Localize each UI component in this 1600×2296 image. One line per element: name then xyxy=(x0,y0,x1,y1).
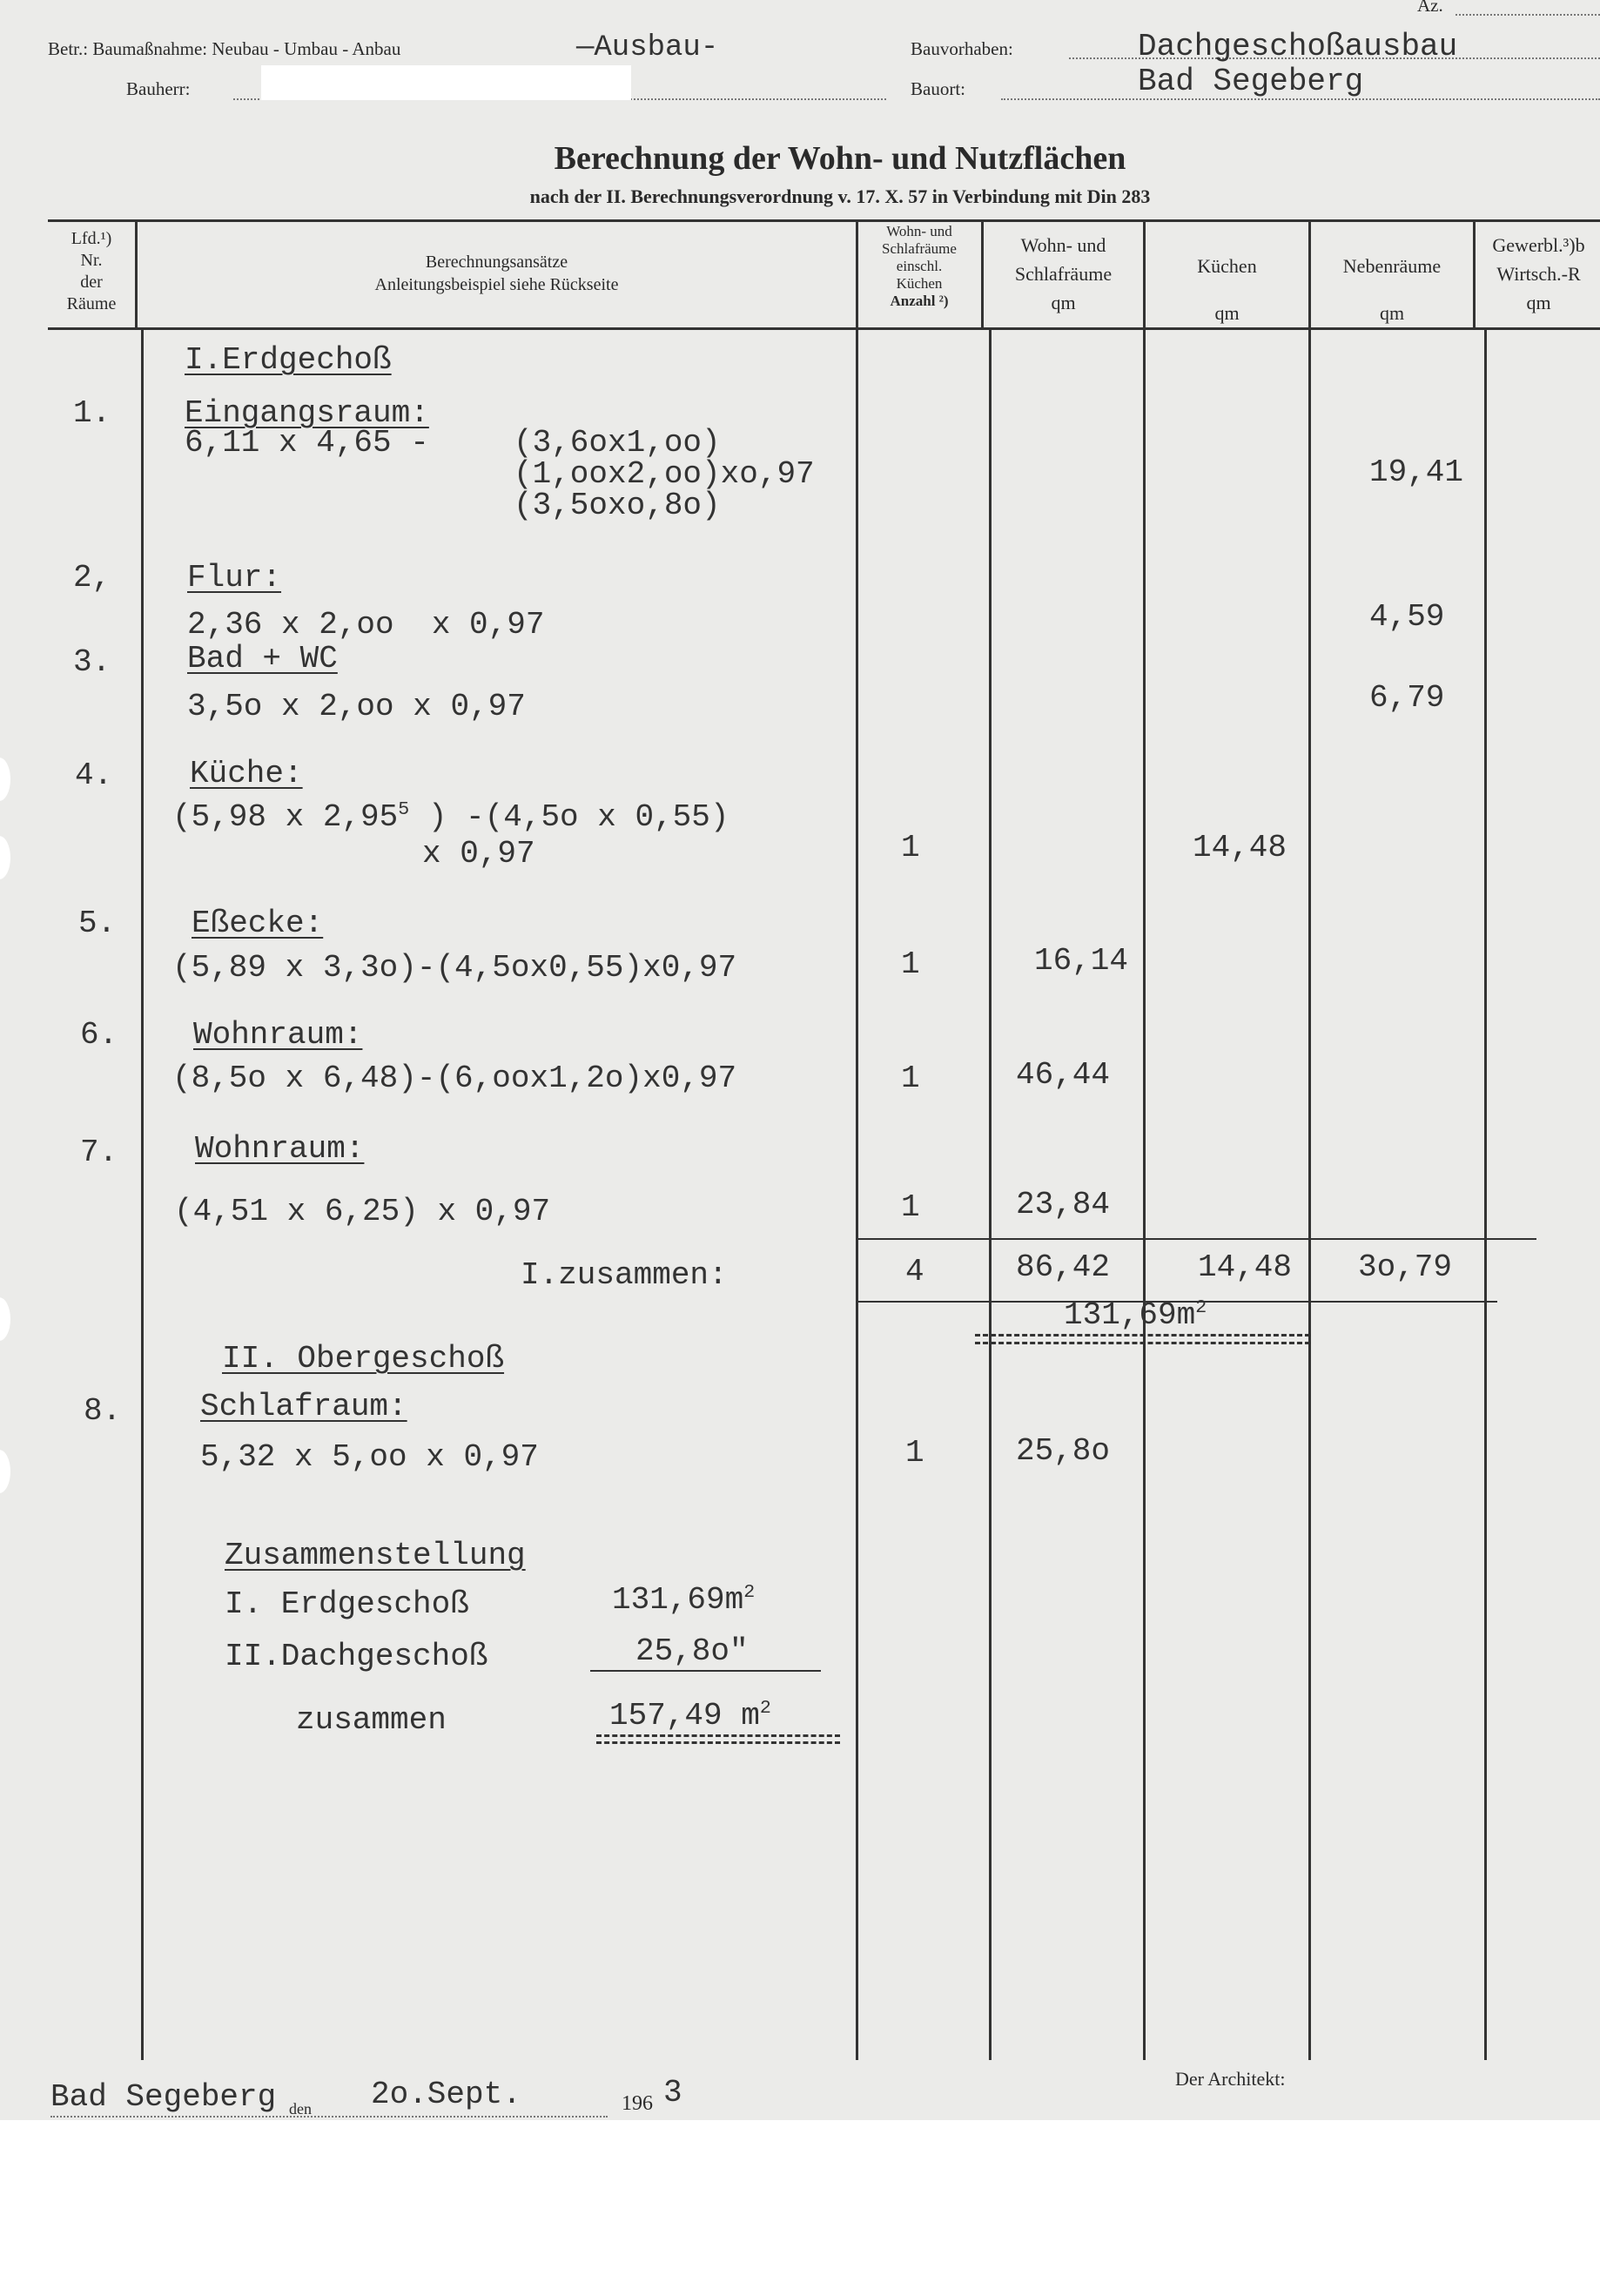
table-top-rule xyxy=(48,219,1600,222)
formula-line: (8,5o x 6,48)-(6,oox1,2o)x0,97 xyxy=(172,1060,737,1096)
col-header-kuechen: Küchen qm xyxy=(1197,255,1257,324)
page-subtitle: nach der II. Berechnungsverordnung v. 17. X. 57 in Verbindung mit Din 283 xyxy=(529,185,1151,207)
bauort-value: Bad Segeberg xyxy=(1138,64,1364,99)
footer-den: den xyxy=(289,2100,312,2118)
formula-line: (3,6ox1,oo) xyxy=(514,425,721,461)
room-name-wohnraum: Wohnraum: xyxy=(195,1131,365,1167)
value-anzahl: 1 xyxy=(905,1435,924,1471)
summary-value-total: 157,49 $m^2$ xyxy=(609,1698,771,1734)
col-header-neben: Nebenräume qm xyxy=(1342,255,1442,324)
bauvorhaben-label: Bauvorhaben: xyxy=(911,38,1013,59)
room-number: 8. xyxy=(84,1393,122,1429)
sum-wohnraeume: 86,42 xyxy=(1016,1249,1111,1285)
punch-hole xyxy=(0,1450,10,1493)
bauherr-label: Bauherr: xyxy=(126,78,191,99)
summary-label-total: zusammen xyxy=(296,1702,447,1738)
value-wohnraeume: 25,8o xyxy=(1016,1433,1111,1469)
section-heading-obergeschoss: II. Obergeschoß xyxy=(222,1341,505,1377)
room-number: 2, xyxy=(73,560,111,596)
col-header-wohn: Wohn- und Schlafräume qm xyxy=(1014,234,1113,313)
value-anzahl: 1 xyxy=(901,1060,920,1096)
formula-line: (1,oox2,oo)xo,97 xyxy=(514,456,815,492)
value-wohnraeume: 16,14 xyxy=(1034,943,1129,979)
sum-total: $131,69m^2$ xyxy=(1064,1297,1207,1333)
col-header-anzahl: Wohn- und Schlafräume einschl. Küchen Anzahl ²) xyxy=(882,223,957,309)
room-number: 1. xyxy=(73,395,111,431)
double-underline xyxy=(975,1342,1310,1344)
col-header-ansaetze: Berechnungsansätze Anleitungsbeispiel siehe Rückseite xyxy=(374,252,619,294)
value-nebenraeume: 4,59 xyxy=(1369,599,1445,635)
bauort-label: Bauort: xyxy=(911,78,965,99)
value-wohnraeume: 23,84 xyxy=(1016,1187,1111,1222)
formula-line: (4,51 x 6,25) x 0,97 xyxy=(174,1194,551,1229)
section-heading-erdgeschoss: I.Erdgechoß xyxy=(185,342,392,378)
room-number: 4. xyxy=(75,757,113,793)
room-name-flur: Flur: xyxy=(187,560,282,596)
summary-label-dachgeschoss: II.Dachgeschoß xyxy=(225,1639,488,1674)
value-kuechen: 14,48 xyxy=(1193,830,1287,865)
footer-architekt-label: Der Architekt: xyxy=(1175,2068,1286,2090)
betr-label: Betr.: Baumaßnahme: Neubau - Umbau - Anbau xyxy=(48,38,401,59)
formula-line: 5,32 x 5,oo x 0,97 xyxy=(200,1439,539,1475)
room-name-essecke: Eßecke: xyxy=(192,906,324,941)
col-divider xyxy=(141,327,144,2060)
formula-line: 3,5o x 2,oo x 0,97 xyxy=(187,689,526,724)
summary-rule xyxy=(590,1670,821,1672)
summary-label-erdgeschoss: I. Erdgeschoß xyxy=(225,1586,469,1622)
value-anzahl: 1 xyxy=(901,946,920,982)
az-label: Az. xyxy=(1417,0,1443,16)
punch-hole xyxy=(0,836,10,879)
col-divider xyxy=(1484,327,1487,2060)
sum-kuechen: 14,48 xyxy=(1198,1249,1293,1285)
col-divider xyxy=(856,219,858,2060)
summary-heading: Zusammenstellung xyxy=(225,1538,526,1573)
double-underline xyxy=(975,1334,1310,1337)
room-name-kueche: Küche: xyxy=(190,756,303,791)
room-name-bad-wc: Bad + WC xyxy=(187,641,338,677)
punch-hole xyxy=(0,757,10,801)
footer-year-suffix: 3 xyxy=(663,2075,682,2111)
room-number: 7. xyxy=(80,1135,118,1170)
col-divider xyxy=(1308,219,1311,2060)
room-name-eingangsraum: Eingangsraum: xyxy=(185,395,429,431)
footer-date: 2o.Sept. xyxy=(371,2077,521,2112)
value-wohnraeume: 46,44 xyxy=(1016,1057,1111,1093)
value-anzahl: 1 xyxy=(901,830,920,865)
summary-value-dachgeschoss: 25,8o" xyxy=(635,1633,749,1669)
double-underline xyxy=(596,1741,840,1744)
formula-line: x 0,97 xyxy=(422,836,535,872)
formula-line: (5,98 x 2,95$^5$ ) -(4,5o x 0,55) xyxy=(172,799,729,835)
value-nebenraeume: 6,79 xyxy=(1369,680,1445,716)
room-name-wohnraum: Wohnraum: xyxy=(193,1017,363,1053)
redaction-box xyxy=(261,65,631,100)
col-header-lfd: Lfd.¹) Nr. der Räume xyxy=(66,229,117,313)
col-divider xyxy=(1473,219,1476,328)
col-divider xyxy=(989,327,992,2060)
bauvorhaben-value: Dachgeschoßausbau xyxy=(1138,29,1458,64)
room-name-schlafraum: Schlafraum: xyxy=(200,1389,407,1424)
page-title: Berechnung der Wohn- und Nutzflächen xyxy=(554,140,1126,177)
punch-hole xyxy=(0,1297,10,1341)
formula-line: 6,11 x 4,65 - xyxy=(185,425,429,461)
col-divider xyxy=(1143,219,1146,2060)
footer-year-prefix: 196 xyxy=(622,2092,653,2115)
sum-anzahl: 4 xyxy=(905,1254,924,1289)
betr-value: —Ausbau- xyxy=(576,31,719,64)
col-header-gewerbl: Gewerbl.³)b Wirtsch.-R qm xyxy=(1492,234,1585,313)
double-underline xyxy=(596,1734,840,1737)
footer-dotted-line xyxy=(50,2116,608,2118)
sum-rule-top xyxy=(857,1238,1536,1240)
room-number: 3. xyxy=(73,644,111,680)
sum-label: I.zusammen: xyxy=(521,1257,728,1293)
footer-place: Bad Segeberg xyxy=(50,2079,277,2115)
summary-value-erdgeschoss: $131,69m^2$ xyxy=(612,1582,756,1618)
formula-line: 2,36 x 2,oo x 0,97 xyxy=(187,607,545,643)
az-dotted-line xyxy=(1455,14,1600,16)
value-nebenraeume: 19,41 xyxy=(1369,454,1464,490)
formula-line: (3,5oxo,8o) xyxy=(514,488,721,523)
room-number: 5. xyxy=(78,906,117,941)
value-anzahl: 1 xyxy=(901,1189,920,1225)
formula-line: (5,89 x 3,3o)-(4,5ox0,55)x0,97 xyxy=(172,950,737,986)
sum-nebenraeume: 3o,79 xyxy=(1358,1249,1453,1285)
room-number: 6. xyxy=(80,1017,118,1053)
